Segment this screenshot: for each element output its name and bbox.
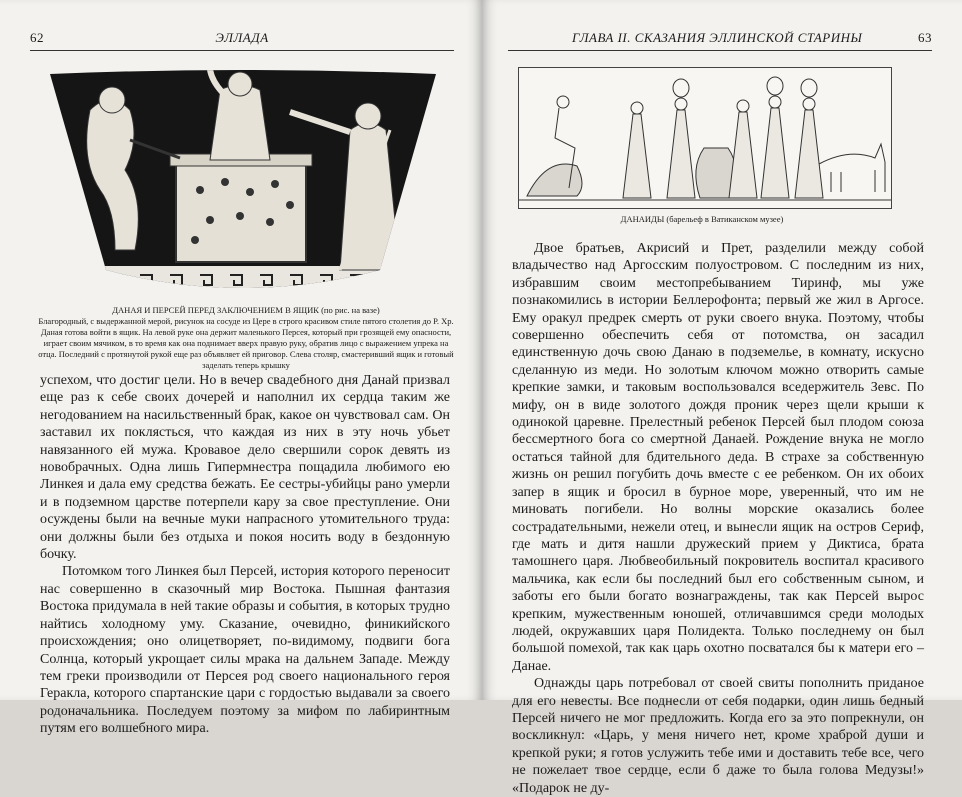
vase-painting-image: [50, 70, 436, 302]
right-page-number: 63: [918, 30, 932, 45]
left-caption-text: Благородный, с выдержанной мерой, рисунок на сосуде из Цере в строго красивом стиле пятого столетия до Р. Хр. Даная готова войти в ящик. На левой руке она держит маленького Персея, который при грозящей ему опасности, играет своим мячиком, в то время как она поднимает вверх правую руку, обратив лицо с выражением упрека на отца. Последний с протянутой рукой еще раз объявляет ей приговор. Слева столяр, смастеривший ящик и готовый заделать теперь крышку: [38, 316, 454, 370]
left-page-number: 62: [30, 30, 44, 45]
right-page: [482, 0, 962, 796]
vase-illustration: [50, 70, 436, 302]
left-paragraph-2: Потомком того Линкея был Персей, история которого переносит нас совершенно в сказочный мир Востока. Пышная фантазия Востока придумала в ней такие образы и события, в которых трудно найтись холодному уму. Сказание, очевидно, финикийского происхождения; оно олицетворяет, по-видимому, подвиги бога Солнца, который укрощает силы мрака на дальнем Западе. Между тем греки производили от Персея род своего национального героя Геракла, которого спартанские цари с гордостью выдавали за своего родоначальника. Последуем поэтому за мифом по лабиринтным путям его волшебного мира.: [40, 564, 450, 737]
right-caption-text: (барельеф в Ватиканском музее): [666, 214, 784, 224]
right-body-text: [512, 240, 924, 797]
left-paragraph-1: успехом, что достиг цели. Но в вечер свадебного дня Данай призвал еще раз к себе своих дочерей и наполнил их сердца таким же негодованием на насильственный брак, какое он чувствовал сам. Он заставил их поклясться, что каждая из них в эту ночь убьет навязанного ей мужа. Кровавое дело свершили сорок девять из новобрачных. Одна лишь Гипермнестра пощадила любимого ею Линкея и дала ему средства бежать. Ее сестры-убийцы рано умерли и в подземном царстве потерпели кару за свое преступление. Они осуждены были на вечные муки напрасного утомительного труда: они должны были без отдыха и покоя носить воду в бездонную бочку.: [40, 373, 450, 563]
left-figure-caption: [36, 305, 456, 371]
danaids-relief-image: [519, 68, 891, 208]
right-paragraph-1: Двое братьев, Акрисий и Прет, разделили между собой владычество над Аргосским полуостровом. С последним из них, избравшим своим местопребыванием Тиринф, мы уже познакомились в истории Беллерофонта; первый же жил в Аргосе. Ему оракул предрек смерть от руки своего внука. Поэтому, чтобы совершенно обеспечить себя от потомства, он засадил единственную дочь свою Данаю в подземелье, в комнату, искусно сделанную из меди. Но золотым ключом можно отворить самые крепкие замки, и таковым воспользовался вседержитель Зевс. По мифу, он в виде золотого дождя проник через щели крыши к одинокой царевне. Прелестный ребенок Персей был плодом союза бессмертного бога со смертной Данаей. Рождение внука не могло остаться тайной для бдительного деда. В страхе за собственную жизнь он решил погубить дочь вместе с ее ребенком. Он их обоих запер в ящик и бросил в бурное море, уверенный, что им не миновать погибели. Но волны морские оказались более сострадательными, нежели отец, и вынесли ящик на остров Сериф, где мать и дитя нашли дружеский прием у Диктиса, брата тамошнего царя. Любвеобильный покровитель воспитал красивого мальчика, как если бы последний был его собственным сыном, и заботы его были богато вознаграждены, так как Персей вырос крепким, мужественным юношей, отличавшимся среди молодых людей, окружавших царя Полидекта. Только последнему он был большой помехой, так как царь охотно посватался бы к матери его – Данае.: [512, 241, 924, 674]
right-caption-title: ДАНАИДЫ: [620, 214, 665, 224]
right-running-head: [508, 28, 932, 51]
left-page: [0, 0, 482, 737]
right-figure-caption: [522, 214, 882, 225]
right-running-title: ГЛАВА II. СКАЗАНИЯ ЭЛЛИНСКОЙ СТАРИНЫ: [572, 30, 863, 45]
left-running-title: ЭЛЛАДА: [215, 30, 269, 45]
left-running-head: [30, 28, 454, 51]
right-paragraph-2: Однажды царь потребовал от своей свиты пополнить приданое для его невесты. Все поднесли от себя подарки, один лишь бедный Персей ничего не мог предложить. Когда его за это попрекнули, он воскликнул: «Царь, у меня ничего нет, кроме храброй души и крепкой руки; я готов услужить тебе ими и доставить тебе все, чего не пожелает твое сердце, если б даже то была голова Медузы!» «Подарок не ду-: [512, 676, 924, 796]
relief-illustration: [518, 67, 892, 209]
left-caption-title: ДАНАЯ И ПЕРСЕЙ ПЕРЕД ЗАКЛЮЧЕНИЕМ В ЯЩИК (по рис. на вазе): [112, 305, 380, 315]
left-body-text: [40, 372, 450, 738]
